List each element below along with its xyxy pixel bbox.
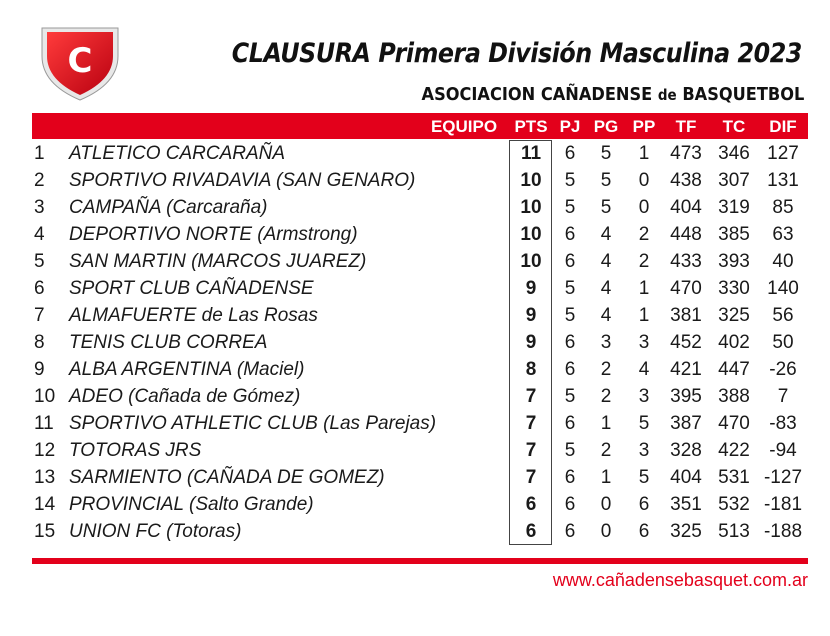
- pts-cell: 6: [525, 494, 537, 515]
- table-row: [0, 518, 830, 545]
- pts-cell: 10: [520, 224, 542, 245]
- tc-cell: 319: [718, 197, 750, 218]
- pp-cell: 3: [638, 332, 650, 353]
- header-pts: PTS: [514, 117, 548, 136]
- pj-cell: 6: [564, 413, 576, 434]
- position-cell: 10: [34, 386, 56, 407]
- team-cell: ADEO (Cañada de Gómez): [69, 386, 301, 407]
- position-cell: 4: [34, 224, 45, 245]
- position-cell: 14: [34, 494, 56, 515]
- pts-cell: 10: [520, 251, 542, 272]
- table-row: [0, 356, 830, 383]
- footer-divider: [32, 558, 808, 564]
- logo-letter: C: [67, 41, 93, 81]
- header-equipo: EQUIPO: [430, 117, 498, 136]
- pj-cell: 6: [564, 359, 576, 380]
- pg-cell: 5: [600, 170, 612, 191]
- pts-cell: 7: [525, 467, 537, 488]
- table-row: [0, 491, 830, 518]
- position-cell: 2: [34, 170, 45, 191]
- tc-cell: 388: [718, 386, 750, 407]
- pp-cell: 4: [638, 359, 650, 380]
- pj-cell: 5: [564, 170, 576, 191]
- pg-cell: 2: [600, 359, 612, 380]
- pp-cell: 2: [638, 224, 650, 245]
- team-cell: SARMIENTO (CAÑADA DE GOMEZ): [69, 467, 385, 488]
- tc-cell: 393: [718, 251, 750, 272]
- pj-cell: 5: [564, 305, 576, 326]
- pg-cell: 4: [600, 278, 612, 299]
- team-cell: SPORTIVO RIVADAVIA (SAN GENARO): [69, 170, 416, 191]
- pp-cell: 0: [638, 197, 650, 218]
- position-cell: 11: [34, 413, 54, 434]
- dif-cell: 7: [777, 386, 789, 407]
- pg-cell: 5: [600, 197, 612, 218]
- pts-cell: 10: [520, 170, 542, 191]
- pg-cell: 4: [600, 305, 612, 326]
- pj-cell: 6: [564, 467, 576, 488]
- page-title: CLAUSURA Primera División Masculina 2023: [231, 38, 802, 69]
- dif-cell: 127: [767, 143, 799, 164]
- team-cell: PROVINCIAL (Salto Grande): [69, 494, 314, 515]
- team-cell: TENIS CLUB CORREA: [69, 332, 268, 353]
- pg-cell: 1: [600, 467, 612, 488]
- team-cell: SPORTIVO ATHLETIC CLUB (Las Parejas): [69, 413, 437, 434]
- pp-cell: 3: [638, 386, 650, 407]
- header-pj: PJ: [559, 117, 581, 136]
- pts-cell: 8: [525, 359, 537, 380]
- pts-cell: 7: [525, 413, 537, 434]
- dif-cell: 56: [772, 305, 794, 326]
- tc-cell: 532: [718, 494, 750, 515]
- pg-cell: 0: [600, 494, 612, 515]
- pj-cell: 5: [564, 197, 576, 218]
- tf-cell: 404: [670, 197, 702, 218]
- team-cell: ALBA ARGENTINA (Maciel): [69, 359, 305, 380]
- pp-cell: 0: [638, 170, 650, 191]
- pp-cell: 6: [638, 521, 650, 542]
- dif-cell: 131: [767, 170, 799, 191]
- pj-cell: 6: [564, 224, 576, 245]
- tc-cell: 402: [718, 332, 750, 353]
- tf-cell: 438: [670, 170, 702, 191]
- tf-cell: 433: [670, 251, 702, 272]
- subtitle-main: ASOCIACION CAÑADENSE: [421, 84, 652, 105]
- dif-cell: 63: [772, 224, 794, 245]
- dif-cell: 140: [767, 278, 799, 299]
- position-cell: 8: [34, 332, 45, 353]
- tc-cell: 330: [718, 278, 750, 299]
- pts-cell: 7: [525, 440, 537, 461]
- dif-cell: 50: [772, 332, 794, 353]
- dif-cell: -94: [769, 440, 797, 461]
- tc-cell: 422: [718, 440, 750, 461]
- pj-cell: 6: [564, 494, 576, 515]
- subtitle-rest: BASQUETBOL: [681, 84, 804, 105]
- pts-cell: 9: [525, 305, 537, 326]
- pts-cell: 10: [520, 197, 542, 218]
- tc-cell: 513: [718, 521, 750, 542]
- position-cell: 1: [34, 143, 45, 164]
- tc-cell: 307: [718, 170, 750, 191]
- tc-cell: 325: [718, 305, 750, 326]
- tf-cell: 452: [670, 332, 702, 353]
- header-tf: TF: [675, 117, 697, 136]
- tf-cell: 470: [670, 278, 702, 299]
- pg-cell: 1: [600, 413, 612, 434]
- pj-cell: 6: [564, 332, 576, 353]
- header-dif: DIF: [769, 117, 797, 136]
- table-row: [0, 140, 830, 167]
- pp-cell: 1: [638, 278, 650, 299]
- team-cell: UNION FC (Totoras): [69, 521, 242, 542]
- tf-cell: 395: [670, 386, 702, 407]
- pp-cell: 1: [638, 143, 650, 164]
- table-row: [0, 329, 830, 356]
- dif-cell: -83: [769, 413, 797, 434]
- pp-cell: 6: [638, 494, 650, 515]
- pp-cell: 1: [638, 305, 650, 326]
- position-cell: 13: [34, 467, 56, 488]
- tc-cell: 470: [718, 413, 750, 434]
- page-subtitle: [421, 84, 804, 105]
- pg-cell: 2: [600, 386, 612, 407]
- table-row: [0, 410, 830, 437]
- team-cell: DEPORTIVO NORTE (Armstrong): [69, 224, 358, 245]
- website-link[interactable]: www.cañadensebasquet.com.ar: [552, 570, 808, 590]
- pg-cell: 5: [600, 143, 612, 164]
- table-row: [0, 194, 830, 221]
- team-cell: TOTORAS JRS: [69, 440, 202, 461]
- table-row: [0, 437, 830, 464]
- standings-table: [0, 140, 830, 545]
- dif-cell: 40: [772, 251, 794, 272]
- pts-cell: 9: [525, 332, 537, 353]
- tf-cell: 381: [670, 305, 702, 326]
- club-shield-logo: [36, 22, 124, 102]
- position-cell: 5: [34, 251, 45, 272]
- team-cell: ATLETICO CARCARAÑA: [69, 143, 286, 164]
- pp-cell: 5: [638, 413, 650, 434]
- tf-cell: 421: [670, 359, 702, 380]
- pp-cell: 5: [638, 467, 650, 488]
- table-row: [0, 248, 830, 275]
- pg-cell: 2: [600, 440, 612, 461]
- tf-cell: 448: [670, 224, 702, 245]
- pp-cell: 2: [638, 251, 650, 272]
- team-cell: SAN MARTIN (MARCOS JUAREZ): [69, 251, 367, 272]
- tf-cell: 404: [670, 467, 702, 488]
- position-cell: 9: [34, 359, 45, 380]
- pj-cell: 5: [564, 278, 576, 299]
- pg-cell: 3: [600, 332, 612, 353]
- tc-cell: 346: [718, 143, 750, 164]
- team-cell: SPORT CLUB CAÑADENSE: [69, 278, 314, 299]
- tf-cell: 387: [670, 413, 702, 434]
- pj-cell: 5: [564, 386, 576, 407]
- table-row: [0, 221, 830, 248]
- tf-cell: 351: [670, 494, 702, 515]
- position-cell: 15: [34, 521, 56, 542]
- pg-cell: 4: [600, 251, 612, 272]
- dif-cell: -127: [763, 467, 803, 488]
- pj-cell: 6: [564, 521, 576, 542]
- table-row: [0, 167, 830, 194]
- position-cell: 3: [34, 197, 45, 218]
- position-cell: 7: [34, 305, 45, 326]
- team-cell: CAMPAÑA (Carcaraña): [69, 197, 268, 218]
- table-row: [0, 302, 830, 329]
- tf-cell: 473: [670, 143, 702, 164]
- table-row: [0, 383, 830, 410]
- header-tc: TC: [722, 117, 746, 136]
- tc-cell: 385: [718, 224, 750, 245]
- pj-cell: 5: [564, 440, 576, 461]
- dif-cell: 85: [772, 197, 794, 218]
- position-cell: 6: [34, 278, 45, 299]
- pts-cell: 9: [525, 278, 537, 299]
- pp-cell: 3: [638, 440, 650, 461]
- pj-cell: 6: [564, 143, 576, 164]
- tc-cell: 447: [718, 359, 750, 380]
- header-pg: PG: [593, 117, 619, 136]
- pg-cell: 0: [600, 521, 612, 542]
- dif-cell: -26: [769, 359, 797, 380]
- subtitle-connector: de: [657, 86, 677, 104]
- pts-cell: 11: [520, 143, 542, 164]
- dif-cell: -188: [763, 521, 803, 542]
- dif-cell: -181: [763, 494, 803, 515]
- header-pp: PP: [632, 117, 656, 136]
- table-row: [0, 275, 830, 302]
- table-row: [0, 464, 830, 491]
- pj-cell: 6: [564, 251, 576, 272]
- team-cell: ALMAFUERTE de Las Rosas: [69, 305, 318, 326]
- tc-cell: 531: [718, 467, 750, 488]
- position-cell: 12: [34, 440, 56, 461]
- tf-cell: 328: [670, 440, 702, 461]
- pts-cell: 6: [525, 521, 537, 542]
- tf-cell: 325: [670, 521, 702, 542]
- pts-cell: 7: [525, 386, 537, 407]
- pg-cell: 4: [600, 224, 612, 245]
